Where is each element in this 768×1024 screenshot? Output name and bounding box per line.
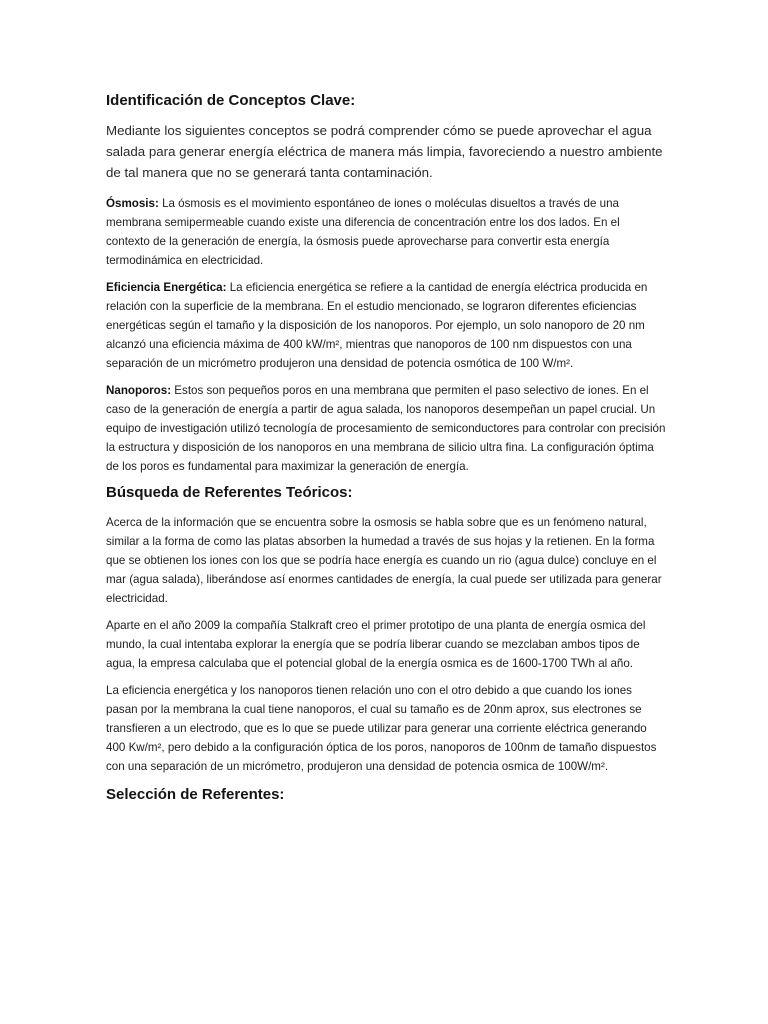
body-paragraph: Acerca de la información que se encuentra sobre la osmosis se habla sobre que es un fenómeno natural, similar a la forma de como las platas absorben la humedad a través de sus hojas y la retienen. En la forma que se obtienen los iones con los que se podría hace energía es cuando un rio (agua dulce) concluye en el mar (agua salada), liberándose así enormes cantidades de energía, la cual puede ser utilizada para generar electricidad. xyxy=(106,516,662,605)
concept-term: Eficiencia Energética: xyxy=(106,281,227,294)
concept-text: La ósmosis es el movimiento espontáneo de iones o moléculas disueltos a través de una membrana semipermeable cuando existe una diferencia de concentración entre los dos lados. En el contexto de la generación de energía, la ósmosis puede aprovecharse para convertir esta energía termodinámica en electricidad. xyxy=(106,197,620,267)
section-heading-referentes-teoricos: Búsqueda de Referentes Teóricos: xyxy=(106,484,353,501)
section-heading-conceptos-clave: Identificación de Conceptos Clave: xyxy=(106,92,356,109)
intro-paragraph: Mediante los siguientes conceptos se podrá comprender cómo se puede aprovechar el agua salada para generar energía eléctrica de manera más limpia, favoreciendo a nuestro ambiente de tal manera que no se generará tanta contaminación. xyxy=(106,123,663,180)
concept-nanoporos xyxy=(106,381,666,476)
concept-text: Estos son pequeños poros en una membrana que permiten el paso selectivo de iones. En el caso de la generación de energía a partir de agua salada, los nanoporos desempeñan un papel crucial. Un equipo de investigación utilizó tecnología de procesamiento de semiconductores para controlar con precisión la estructura y disposición de los nanoporos en una membrana de silicio ultra fina. La configuración óptima de los poros es fundamental para maximizar la generación de energía. xyxy=(106,384,666,473)
section-heading-seleccion-referentes: Selección de Referentes: xyxy=(106,786,285,803)
concept-eficiencia-energetica xyxy=(106,278,666,373)
concept-term: Ósmosis: xyxy=(106,197,159,210)
body-paragraph: La eficiencia energética y los nanoporos tienen relación uno con el otro debido a que cuando los iones pasan por la membrana la cual tiene nanoporos, el cual su tamaño es de 20nm aprox, sus electrones se transfieren a un electrodo, que es lo que se puede utilizar para generar una corriente eléctrica generando 400 Kw/m², pero debido a la configuración óptica de los poros, nanoporos de 100nm de tamaño dispuestos con una separación de un micrómetro, produjeron una densidad de potencia osmica de 100W/m². xyxy=(106,684,657,773)
concept-text: La eficiencia energética se refiere a la cantidad de energía eléctrica producida en relación con la superficie de la membrana. En el estudio mencionado, se lograron diferentes eficiencias energéticas según el tamaño y la disposición de los nanoporos. Por ejemplo, un solo nanoporo de 20 nm alcanzó una eficiencia máxima de 400 kW/m², mientras que nanoporos de 100 nm dispuestos con una separación de un micrómetro produjeron una densidad de potencia osmótica de 100 W/m². xyxy=(106,281,648,370)
concept-osmosis xyxy=(106,194,666,270)
document-page xyxy=(106,92,666,803)
concept-term: Nanoporos: xyxy=(106,384,172,397)
body-paragraph: Aparte en el año 2009 la compañía Stalkraft creo el primer prototipo de una planta de energía osmica del mundo, la cual intentaba explorar la energía que se podría liberar cuando se mezclaban ambos tipos de agua, la empresa calculaba que el potencial global de la energía osmica es de 1600-1700 TWh al año. xyxy=(106,619,646,670)
